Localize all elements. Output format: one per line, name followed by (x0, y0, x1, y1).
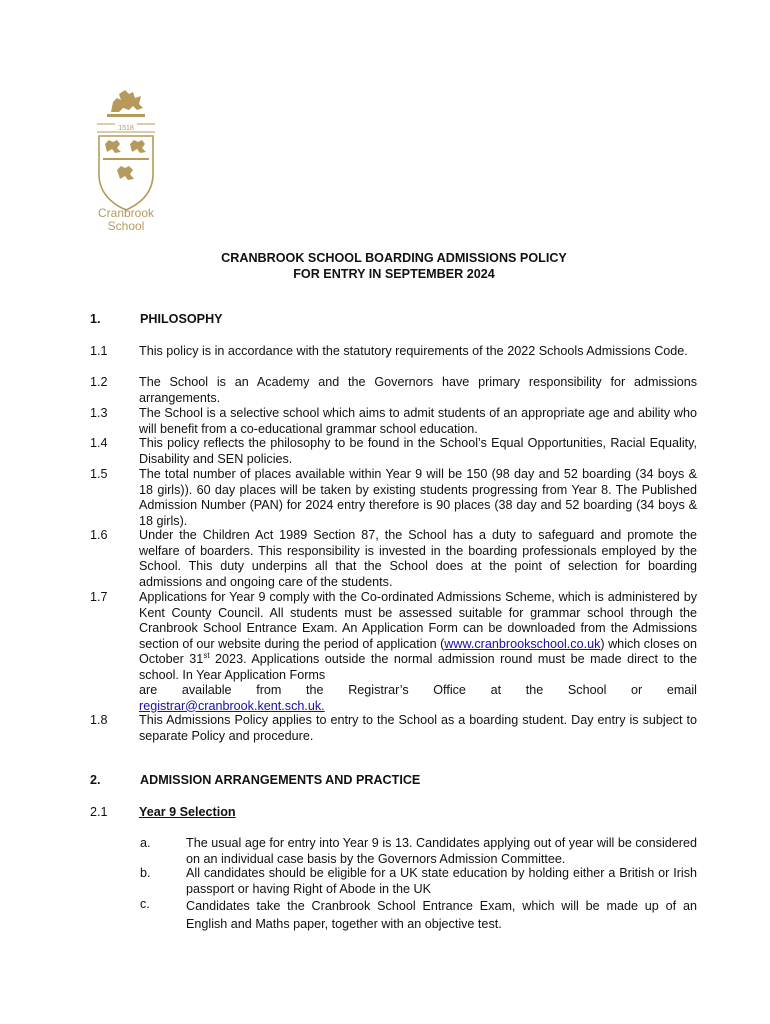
clause-1-7-spread-line: are available from the Registrar’s Office at the School or email (139, 683, 697, 697)
clause-1-8: 1.8 This Admissions Policy applies to entry to the School as a boarding student. Day entry is subject to separate Policy and procedure. (90, 713, 697, 743)
item-c: c. Candidates take the Cranbrook School Entrance Exam, which will be made up of an English and Maths paper, together with an objective test. (140, 897, 697, 931)
website-link[interactable]: www.cranbrookschool.co.uk (444, 636, 601, 651)
document-title-line-2: FOR ENTRY IN SEPTEMBER 2024 (293, 267, 495, 281)
document-page: 1518 Cranbrook School CRANBROOK SCHOOL BOARDING ADMISSIONS POLICY FOR ENTRY IN SEPTEMBER 2024 1. PHILOSOPHY 1.1 This policy is in accordance with the statutory requirements of the 2022 Schools Admissions Code. 1.2 The School is an Academy and the Governors have primary responsibility for admissions arrangements. 1.3 The School is a selective school which aims to admit students of an appropriate age and ability who will benefit from a co-educational grammar school education. 1.4 This policy reflects the philosophy to be found in the School’s Equal Opportunities, Racial Equality, Disability and SEN policies. 1.5 The total number of places available within Year 9 will be 150 (98 day and 52 boarding (34 boys & 18 girls)). 60 day places will be taken by existing students progressing from Year 8. The Published Admission Number (PAN) for 2024 entry therefore is 90 places (38 day and 52 boarding (34 boys & 18 girls). 1.6 Under the Children Act 1989 Section 87, the School has a duty to safeguard and promote the welfare of boarders. This responsibility is invested in the boarding professionals employed by the School. This duty underpins all that the School does at the point of selection for boarding admissions and ongoing care of the students. 1.7 Applications for Year 9 comply with the Co-ordinated Admissions Scheme, which is administered by Kent County Council. All students must be assessed suitable for grammar school through the Cranbrook School Entrance Exam. An Application Form can be downloaded from the Admissions section of our website during the period of application (www.cranbrookschool.co.uk) which closes on October 31st 2023. Applications outside the normal admission round must be made direct to the school. In Year Application Forms are available from the Registrar’s Office at the School or email registrar@cranbrook.kent.sch.uk. 1.8 This Admissions Policy applies to entry to the School as a boarding student. Day entry is subject to separate Policy and procedure. 2. ADMISSION ARRANGEMENTS AND PRACTICE 2.1 Year 9 Selection a. The usual age for entry into Year 9 is 13. Candidates applying out of year will be considered on an individual case basis by the Governors Admission Committee. b. All candidates should be eligible for a UK state education by holding either a British or Irish passport or having Right of Abode in the UK c. Candidates take the Cranbrook School Entrance Exam, which will be made up of an English and Maths paper, together with an objective test. (0, 0, 770, 1024)
clause-1-3: 1.3 The School is a selective school which aims to admit students of an appropriate age and ability who will benefit from a co-educational grammar school education. (90, 406, 697, 436)
item-a: a. The usual age for entry into Year 9 is 13. Candidates applying out of year will be considered on an individual case basis by the Governors Admission Committee. (140, 836, 697, 866)
registrar-email-link[interactable]: registrar@cranbrook.kent.sch.uk. (139, 698, 325, 713)
document-title-line-1: CRANBROOK SCHOOL BOARDING ADMISSIONS POLICY (221, 251, 567, 265)
clause-1-4: 1.4 This policy reflects the philosophy to be found in the School’s Equal Opportunities, Racial Equality, Disability and SEN policies. (90, 436, 697, 466)
svg-text:1518: 1518 (118, 125, 134, 132)
clause-1-1: 1.1 This policy is in accordance with the statutory requirements of the 2022 Schools Admissions Code. (90, 344, 688, 358)
school-name-logotype: Cranbrook School (97, 206, 155, 233)
clause-1-7: 1.7 Applications for Year 9 comply with the Co-ordinated Admissions Scheme, which is administered by Kent County Council. All students must be assessed suitable for grammar school through the Cranbrook School Entrance Exam. An Application Form can be downloaded from the Admissions section of our website during the period of application (www.cranbrookschool.co.uk) which closes on October 31st 2023. Applications outside the normal admission round must be made direct to the school. In Year Application Forms are available from the Registrar’s Office at the School or email registrar@cranbrook.kent.sch.uk. (90, 590, 698, 713)
item-b: b. All candidates should be eligible for a UK state education by holding either a British or Irish passport or having Right of Abode in the UK (140, 866, 697, 896)
clause-1-5: 1.5 The total number of places available within Year 9 will be 150 (98 day and 52 boarding (34 boys & 18 girls)). 60 day places will be taken by existing students progressing from Year 8. The Published Admission Number (PAN) for 2024 entry therefore is 90 places (38 day and 52 boarding (34 boys & 18 girls). (90, 467, 697, 528)
clause-1-2: 1.2 The School is an Academy and the Governors have primary responsibility for admissions arrangements. (90, 375, 697, 405)
crest-icon (93, 86, 159, 211)
subsection-2-1-heading: 2.1 Year 9 Selection (90, 805, 236, 819)
clause-1-6: 1.6 Under the Children Act 1989 Section 87, the School has a duty to safeguard and promote the welfare of boarders. This responsibility is invested in the boarding professionals employed by the School. This duty underpins all that the School does at the point of selection for boarding admissions and ongoing care of the students. (90, 528, 697, 589)
